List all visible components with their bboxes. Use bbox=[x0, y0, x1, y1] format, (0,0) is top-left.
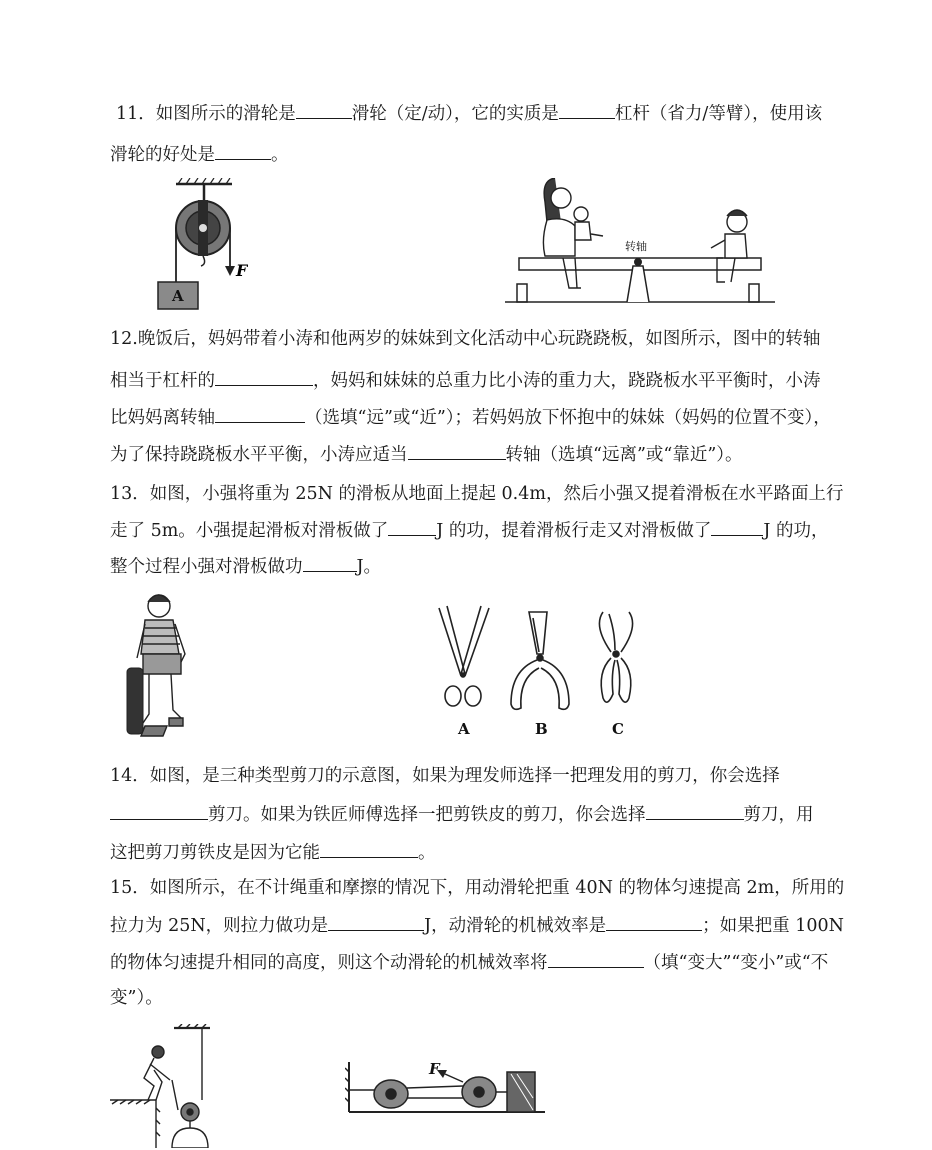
q11-blank-3[interactable] bbox=[215, 142, 271, 160]
pivot-label: 转轴 bbox=[625, 240, 647, 253]
q12-blank-1[interactable] bbox=[215, 368, 313, 386]
scissors-label-b: B bbox=[535, 720, 548, 738]
horizontal-pulley-figure bbox=[345, 1058, 550, 1118]
q14-blank-3[interactable] bbox=[320, 840, 418, 858]
q15-line-3: 的物体匀速提升相同的高度，则这个动滑轮的机械效率将 （填“变大”“变小”或“不 bbox=[110, 950, 828, 975]
q15-blank-3[interactable] bbox=[548, 950, 644, 968]
q14-line-2: 剪刀。如果为铁匠师傅选择一把剪铁皮的剪刀，你会选择 剪刀，用 bbox=[110, 802, 814, 827]
seesaw-pivot bbox=[627, 266, 649, 302]
q13-line-1: 13．如图，小强将重为 25N 的滑板从地面上提起 0.4m，然后小强又提着滑板在水平路面上行 bbox=[110, 484, 844, 504]
q12-blank-3[interactable] bbox=[408, 442, 506, 460]
scissors-label-a: A bbox=[458, 720, 470, 738]
q15-blank-1[interactable] bbox=[328, 913, 424, 931]
worker-pulley-figure bbox=[110, 1024, 222, 1148]
q11-line-2: 滑轮的好处是 。 bbox=[110, 142, 289, 167]
q14-blank-2[interactable] bbox=[646, 802, 744, 820]
q11-blank-1[interactable] bbox=[296, 101, 352, 119]
load-dome bbox=[172, 1128, 208, 1148]
force-label-F: F bbox=[236, 261, 248, 280]
force-label-F-horizontal: F bbox=[429, 1060, 440, 1078]
q12-line-4: 为了保持跷跷板水平平衡，小涛应适当 转轴（选填“远离”或“靠近”）。 bbox=[110, 442, 743, 467]
q15-line-1: 15．如图所示，在不计绳重和摩擦的情况下，用动滑轮把重 40N 的物体匀速提高 2m，所用的 bbox=[110, 878, 845, 898]
boy-skateboard-figure bbox=[125, 590, 191, 750]
q15-line-2: 拉力为 25N，则拉力做功是 J，动滑轮的机械效率是 ；如果把重 100N bbox=[110, 913, 844, 938]
q14-line-1: 14．如图，是三种类型剪刀的示意图，如果为理发师选择一把理发用的剪刀，你会选择 bbox=[110, 766, 780, 786]
scissors-b bbox=[511, 612, 569, 709]
q13-blank-1[interactable] bbox=[388, 518, 436, 536]
q15-blank-2[interactable] bbox=[606, 913, 702, 931]
q15-line-4: 变”）。 bbox=[110, 988, 163, 1008]
svg-text:A: A bbox=[172, 287, 184, 305]
q13-blank-3[interactable] bbox=[303, 554, 357, 572]
scissors-a bbox=[439, 606, 489, 706]
fixed-pulley-figure bbox=[148, 178, 248, 313]
skateboard bbox=[127, 668, 143, 734]
q13-blank-2[interactable] bbox=[711, 518, 763, 536]
q13-line-3: 整个过程小强对滑板做功 J。 bbox=[110, 554, 381, 579]
q12-blank-2[interactable] bbox=[215, 405, 305, 423]
mother-figure bbox=[543, 178, 603, 288]
q14-line-3: 这把剪刀剪铁皮是因为它能 。 bbox=[110, 840, 436, 865]
seesaw-figure bbox=[505, 178, 775, 306]
q12-line-1: 12.晚饭后，妈妈带着小涛和他两岁的妹妹到文化活动中心玩跷跷板，如图所示，图中的转轴 bbox=[110, 329, 821, 349]
q11-line-1: 11．如图所示的滑轮是 滑轮（定/动），它的实质是 杠杆（省力/等臂），使用该 bbox=[116, 101, 822, 126]
scissors-figure bbox=[425, 604, 665, 742]
boy-figure bbox=[711, 210, 747, 282]
q13-line-2: 走了 5m。小强提起滑板对滑板做了 J 的功，提着滑板行走又对滑板做了 J 的功， bbox=[110, 518, 828, 543]
q12-line-2: 相当于杠杆的 ，妈妈和妹妹的总重力比小涛的重力大，跷跷板水平平衡时，小涛 bbox=[110, 368, 821, 393]
q11-blank-2[interactable] bbox=[559, 101, 615, 119]
scissors-c bbox=[599, 612, 632, 702]
scissors-label-c: C bbox=[612, 720, 624, 738]
q14-blank-1[interactable] bbox=[110, 802, 208, 820]
q12-line-3: 比妈妈离转轴 （选填“远”或“近”）；若妈妈放下怀抱中的妹妹（妈妈的位置不变）， bbox=[110, 405, 831, 430]
